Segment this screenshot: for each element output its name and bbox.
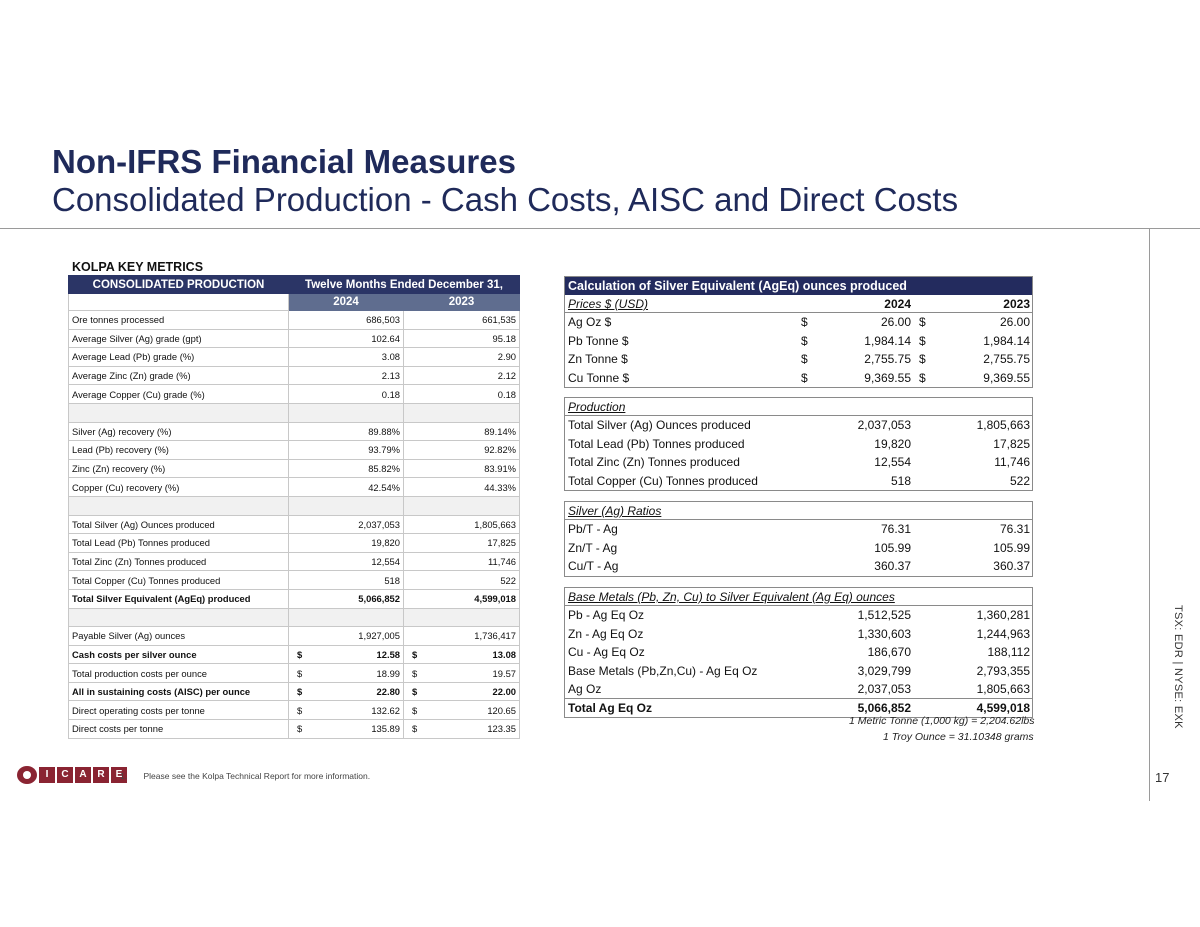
table-row-cash-costs: Cash costs per silver ounce $ 12.58 $ 13.08 bbox=[69, 645, 520, 664]
table-row: Average Silver (Ag) grade (gpt) 102.64 95.18 bbox=[69, 329, 520, 348]
production-row: Total Zinc (Zn) Tonnes produced 12,554 11,746 bbox=[568, 455, 1030, 470]
logo-mark-icon bbox=[17, 766, 37, 784]
total-ageq-row: Total Ag Eq Oz 5,066,852 4,599,018 bbox=[565, 698, 1032, 716]
production-block bbox=[564, 397, 1033, 491]
logo-letter: E bbox=[111, 767, 127, 783]
page-title: Non-IFRS Financial Measures bbox=[52, 143, 516, 180]
production-header-row bbox=[565, 398, 1032, 416]
table-row: Total production costs per ounce $ 18.99 $ 19.57 bbox=[69, 664, 520, 683]
table-row: Zinc (Zn) recovery (%) 85.82% 83.91% bbox=[69, 459, 520, 478]
header-divider bbox=[0, 228, 1200, 229]
side-divider bbox=[1149, 229, 1150, 801]
production-row: Total Silver (Ag) Ounces produced 2,037,053 1,805,663 bbox=[568, 418, 1030, 433]
table-row: Silver (Ag) recovery (%) 89.88% 89.14% bbox=[69, 422, 520, 441]
ratios-section-label: Silver (Ag) Ratios bbox=[568, 504, 662, 518]
year-header-2023: 2023 bbox=[404, 294, 520, 311]
table-row: Copper (Cu) recovery (%) 42.54% 44.33% bbox=[69, 478, 520, 497]
base-metals-section-label: Base Metals (Pb, Zn, Cu) to Silver Equivalent (Ag Eq) ounces bbox=[568, 590, 895, 604]
year-header-2024: 2024 bbox=[289, 294, 404, 311]
prices-year-2024: 2024 bbox=[884, 297, 911, 311]
prices-block bbox=[564, 276, 1033, 388]
base-metals-block bbox=[564, 587, 1033, 718]
table-row: Lead (Pb) recovery (%) 93.79% 92.82% bbox=[69, 441, 520, 460]
logo-letter: A bbox=[75, 767, 91, 783]
qicare-logo bbox=[17, 766, 129, 784]
table-row: Average Lead (Pb) grade (%) 3.08 2.90 bbox=[69, 348, 520, 367]
ratio-row: Cu/T - Ag 360.37 360.37 bbox=[568, 559, 1030, 574]
logo-letter: C bbox=[57, 767, 73, 783]
base-metal-row: Pb - Ag Eq Oz 1,512,525 1,360,281 bbox=[568, 608, 1030, 623]
table-row: Total Silver (Ag) Ounces produced 2,037,053 1,805,663 bbox=[69, 515, 520, 534]
base-metal-row: Zn - Ag Eq Oz 1,330,603 1,244,963 bbox=[568, 626, 1030, 641]
footnote-number: 1. bbox=[120, 771, 128, 781]
consolidated-production-table bbox=[68, 275, 520, 739]
production-row: Total Lead (Pb) Tonnes produced 19,820 17,825 bbox=[568, 436, 1030, 451]
table-row: Direct operating costs per tonne $ 132.62 $ 120.65 bbox=[69, 701, 520, 720]
base-metals-header-row bbox=[565, 588, 1032, 606]
troy-ounce-note: 1 Troy Ounce = 31.10348 grams bbox=[883, 731, 1034, 743]
year-header-blank bbox=[69, 294, 289, 311]
ratios-block bbox=[564, 501, 1033, 577]
blank-row bbox=[69, 496, 520, 515]
prices-section-label: Prices $ (USD) bbox=[568, 297, 649, 311]
production-section-label: Production bbox=[568, 400, 626, 414]
ratios-header-row bbox=[565, 502, 1032, 520]
kolpa-heading: KOLPA KEY METRICS bbox=[72, 260, 204, 274]
table-row: Direct costs per tonne $ 135.89 $ 123.35 bbox=[69, 720, 520, 739]
table-row: Average Copper (Cu) grade (%) 0.18 0.18 bbox=[69, 385, 520, 404]
metric-tonne-note: 1 Metric Tonne (1,000 kg) = 2,204.62lbs bbox=[849, 715, 1035, 727]
base-metal-row: Base Metals (Pb,Zn,Cu) - Ag Eq Oz 3,029,799 2,793,355 bbox=[568, 663, 1030, 678]
table-row: Total Lead (Pb) Tonnes produced 19,820 17,825 bbox=[69, 534, 520, 553]
prices-year-2023: 2023 bbox=[1003, 297, 1030, 311]
ratio-row: Zn/T - Ag 105.99 105.99 bbox=[568, 540, 1030, 555]
table-row: Ore tonnes processed 686,503 661,535 bbox=[69, 311, 520, 330]
ticker-label: TSX: EDR | NYSE: EXK bbox=[1172, 605, 1184, 729]
table-row-aisc: All in sustaining costs (AISC) per ounce $ 22.80 $ 22.00 bbox=[69, 682, 520, 701]
table-row: Total Zinc (Zn) Tonnes produced 12,554 11,746 bbox=[69, 552, 520, 571]
price-row: Zn Tonne $ $ 2,755.75 $ 2,755.75 bbox=[568, 352, 1030, 367]
footnote bbox=[120, 771, 370, 781]
footnote-text: Please see the Kolpa Technical Report for more information. bbox=[143, 771, 371, 781]
table-row-total-ageq: Total Silver Equivalent (AgEq) produced 5,066,852 4,599,018 bbox=[69, 589, 520, 608]
base-metal-row: Ag Oz 2,037,053 1,805,663 bbox=[568, 681, 1030, 696]
base-metal-row: Cu - Ag Eq Oz 186,670 188,112 bbox=[568, 645, 1030, 660]
price-row: Pb Tonne $ $ 1,984.14 $ 1,984.14 bbox=[568, 333, 1030, 348]
production-row: Total Copper (Cu) Tonnes produced 518 522 bbox=[568, 473, 1030, 488]
col-header-production: CONSOLIDATED PRODUCTION bbox=[69, 276, 289, 294]
logo-letter: R bbox=[93, 767, 109, 783]
agEq-calc-title: Calculation of Silver Equivalent (AgEq) ounces produced bbox=[565, 277, 1032, 295]
ratio-row: Pb/T - Ag 76.31 76.31 bbox=[568, 522, 1030, 537]
logo-letter: I bbox=[39, 767, 55, 783]
price-row: Ag Oz $ $ 26.00 $ 26.00 bbox=[568, 315, 1030, 330]
table-row: Total Copper (Cu) Tonnes produced 518 522 bbox=[69, 571, 520, 590]
page-number: 17 bbox=[1155, 770, 1170, 785]
blank-row bbox=[69, 608, 520, 627]
col-header-period: Twelve Months Ended December 31, bbox=[289, 276, 520, 294]
price-row: Cu Tonne $ $ 9,369.55 $ 9,369.55 bbox=[568, 370, 1030, 385]
table-row: Average Zinc (Zn) grade (%) 2.13 2.12 bbox=[69, 366, 520, 385]
page-subtitle: Consolidated Production - Cash Costs, AISC and Direct Costs bbox=[52, 181, 959, 218]
table-row: Payable Silver (Ag) ounces 1,927,005 1,736,417 bbox=[69, 627, 520, 646]
prices-header-row bbox=[565, 295, 1032, 313]
blank-row bbox=[69, 403, 520, 422]
